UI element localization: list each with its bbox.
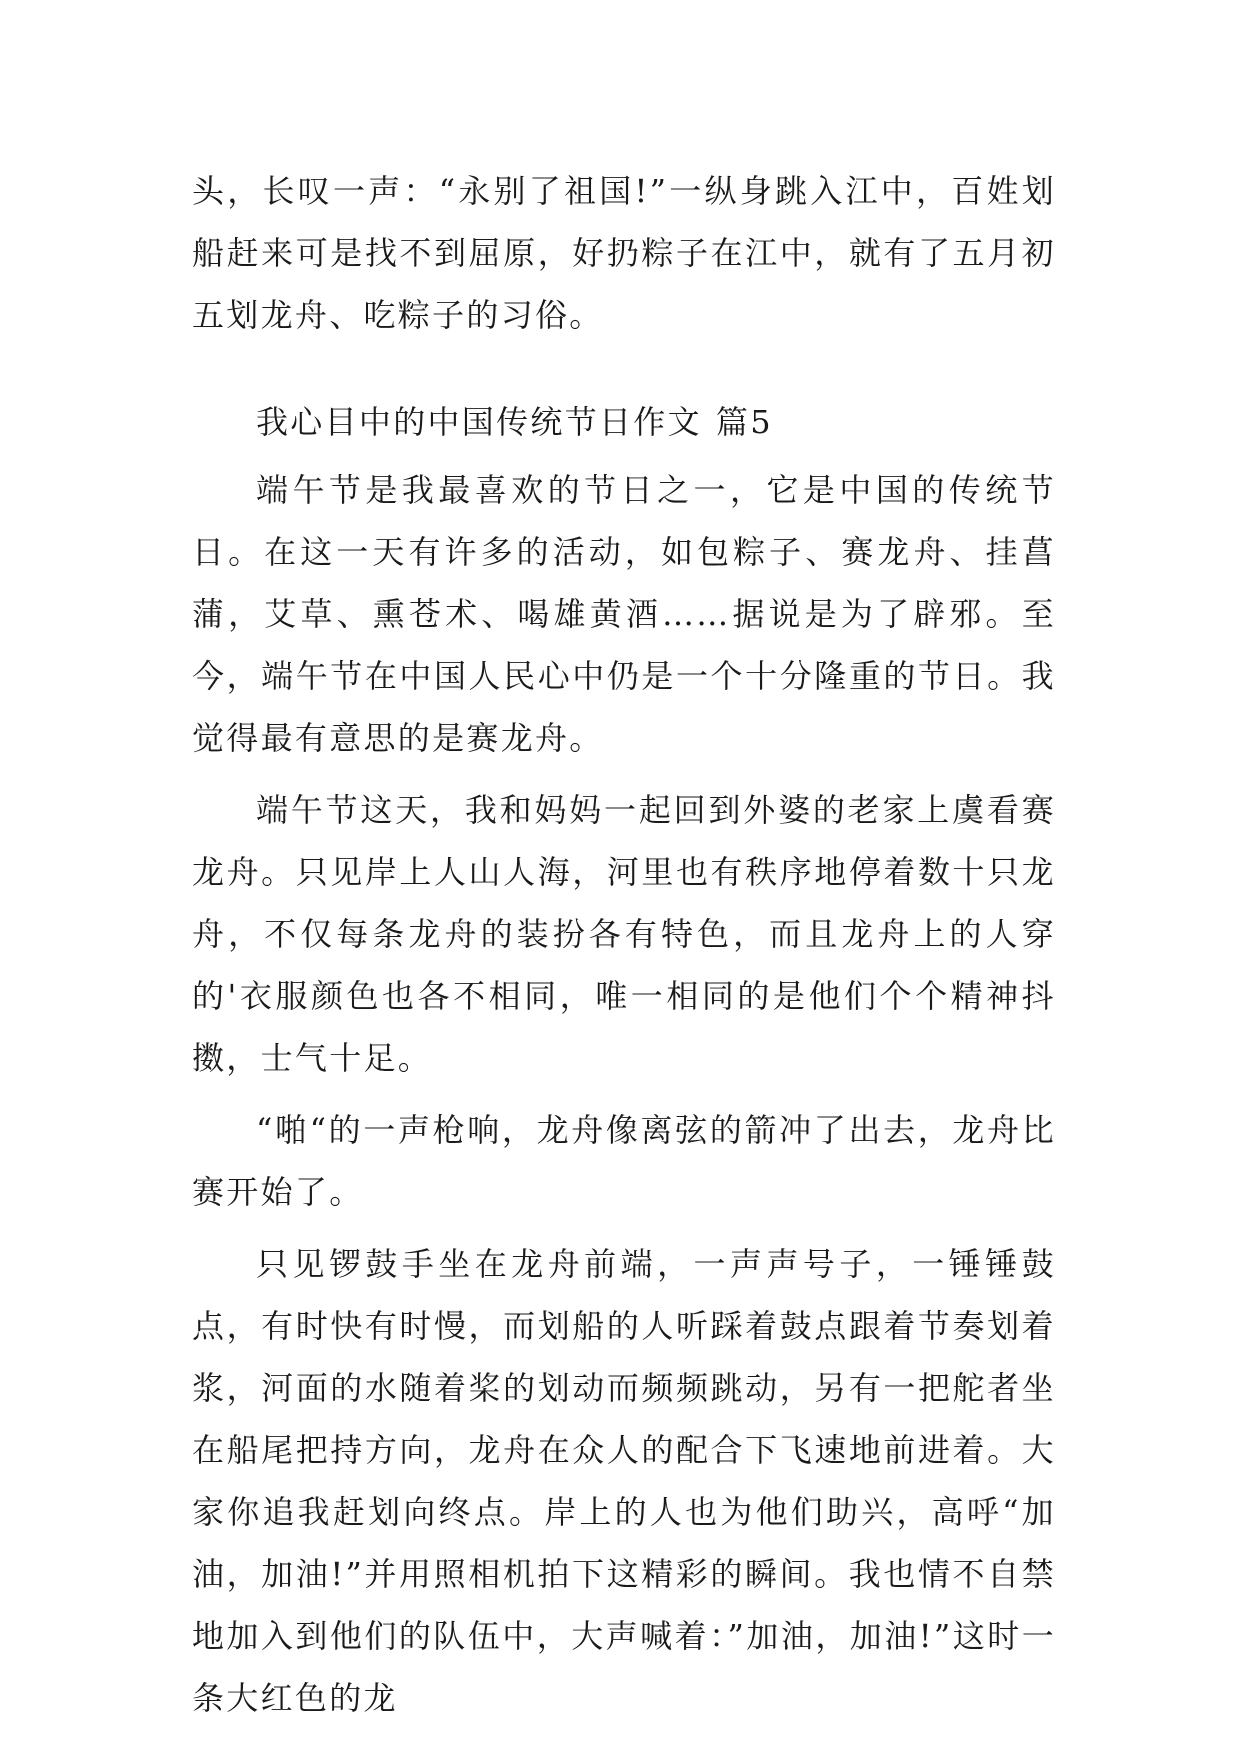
body-paragraph: 端午节这天，我和妈妈一起回到外婆的老家上虞看赛龙舟。只见岸上人山人海，河里也有秩序地停着数十只龙舟，不仅每条龙舟的装扮各有特色，而且龙舟上的人穿的'衣服颜色也各不相同，唯一相同的是他们个个精神抖擞，士气十足。 — [192, 791, 1056, 1077]
continuation-paragraph: 头，长叹一声：“永别了祖国!”一纵身跳入江中，百姓划船赶来可是找不到屈原，好扔粽子在江中，就有了五月初五划龙舟、吃粽子的习俗。 — [192, 172, 1056, 334]
section-heading — [192, 391, 1056, 453]
section-title: 我心目中的中国传统节日作文 — [256, 403, 702, 441]
document-body — [192, 160, 1056, 1729]
section-number: 篇5 — [715, 403, 773, 441]
body-paragraph: “啪“的一声枪响，龙舟像离弦的箭冲了出去，龙舟比赛开始了。 — [192, 1111, 1056, 1211]
body-paragraph: 端午节是我最喜欢的节日之一，它是中国的传统节日。在这一天有许多的活动，如包粽子、赛龙舟、挂菖蒲，艾草、熏苍术、喝雄黄酒……据说是为了辟邪。至今，端午节在中国人民心中仍是一个十分隆重的节日。我觉得最有意思的是赛龙舟。 — [192, 471, 1056, 757]
body-paragraph: 只见锣鼓手坐在龙舟前端，一声声号子，一锤锤鼓点，有时快有时慢，而划船的人听踩着鼓点跟着节奏划着浆，河面的水随着桨的划动而频频跳动，另有一把舵者坐在船尾把持方向，龙舟在众人的配合下飞速地前进着。大家你追我赶划向终点。岸上的人也为他们助兴，高呼“加油，加油!”并用照相机拍下这精彩的瞬间。我也情不自禁地加入到他们的队伍中，大声喊着：”加油，加油!”这时一条大红色的龙 — [192, 1245, 1056, 1717]
